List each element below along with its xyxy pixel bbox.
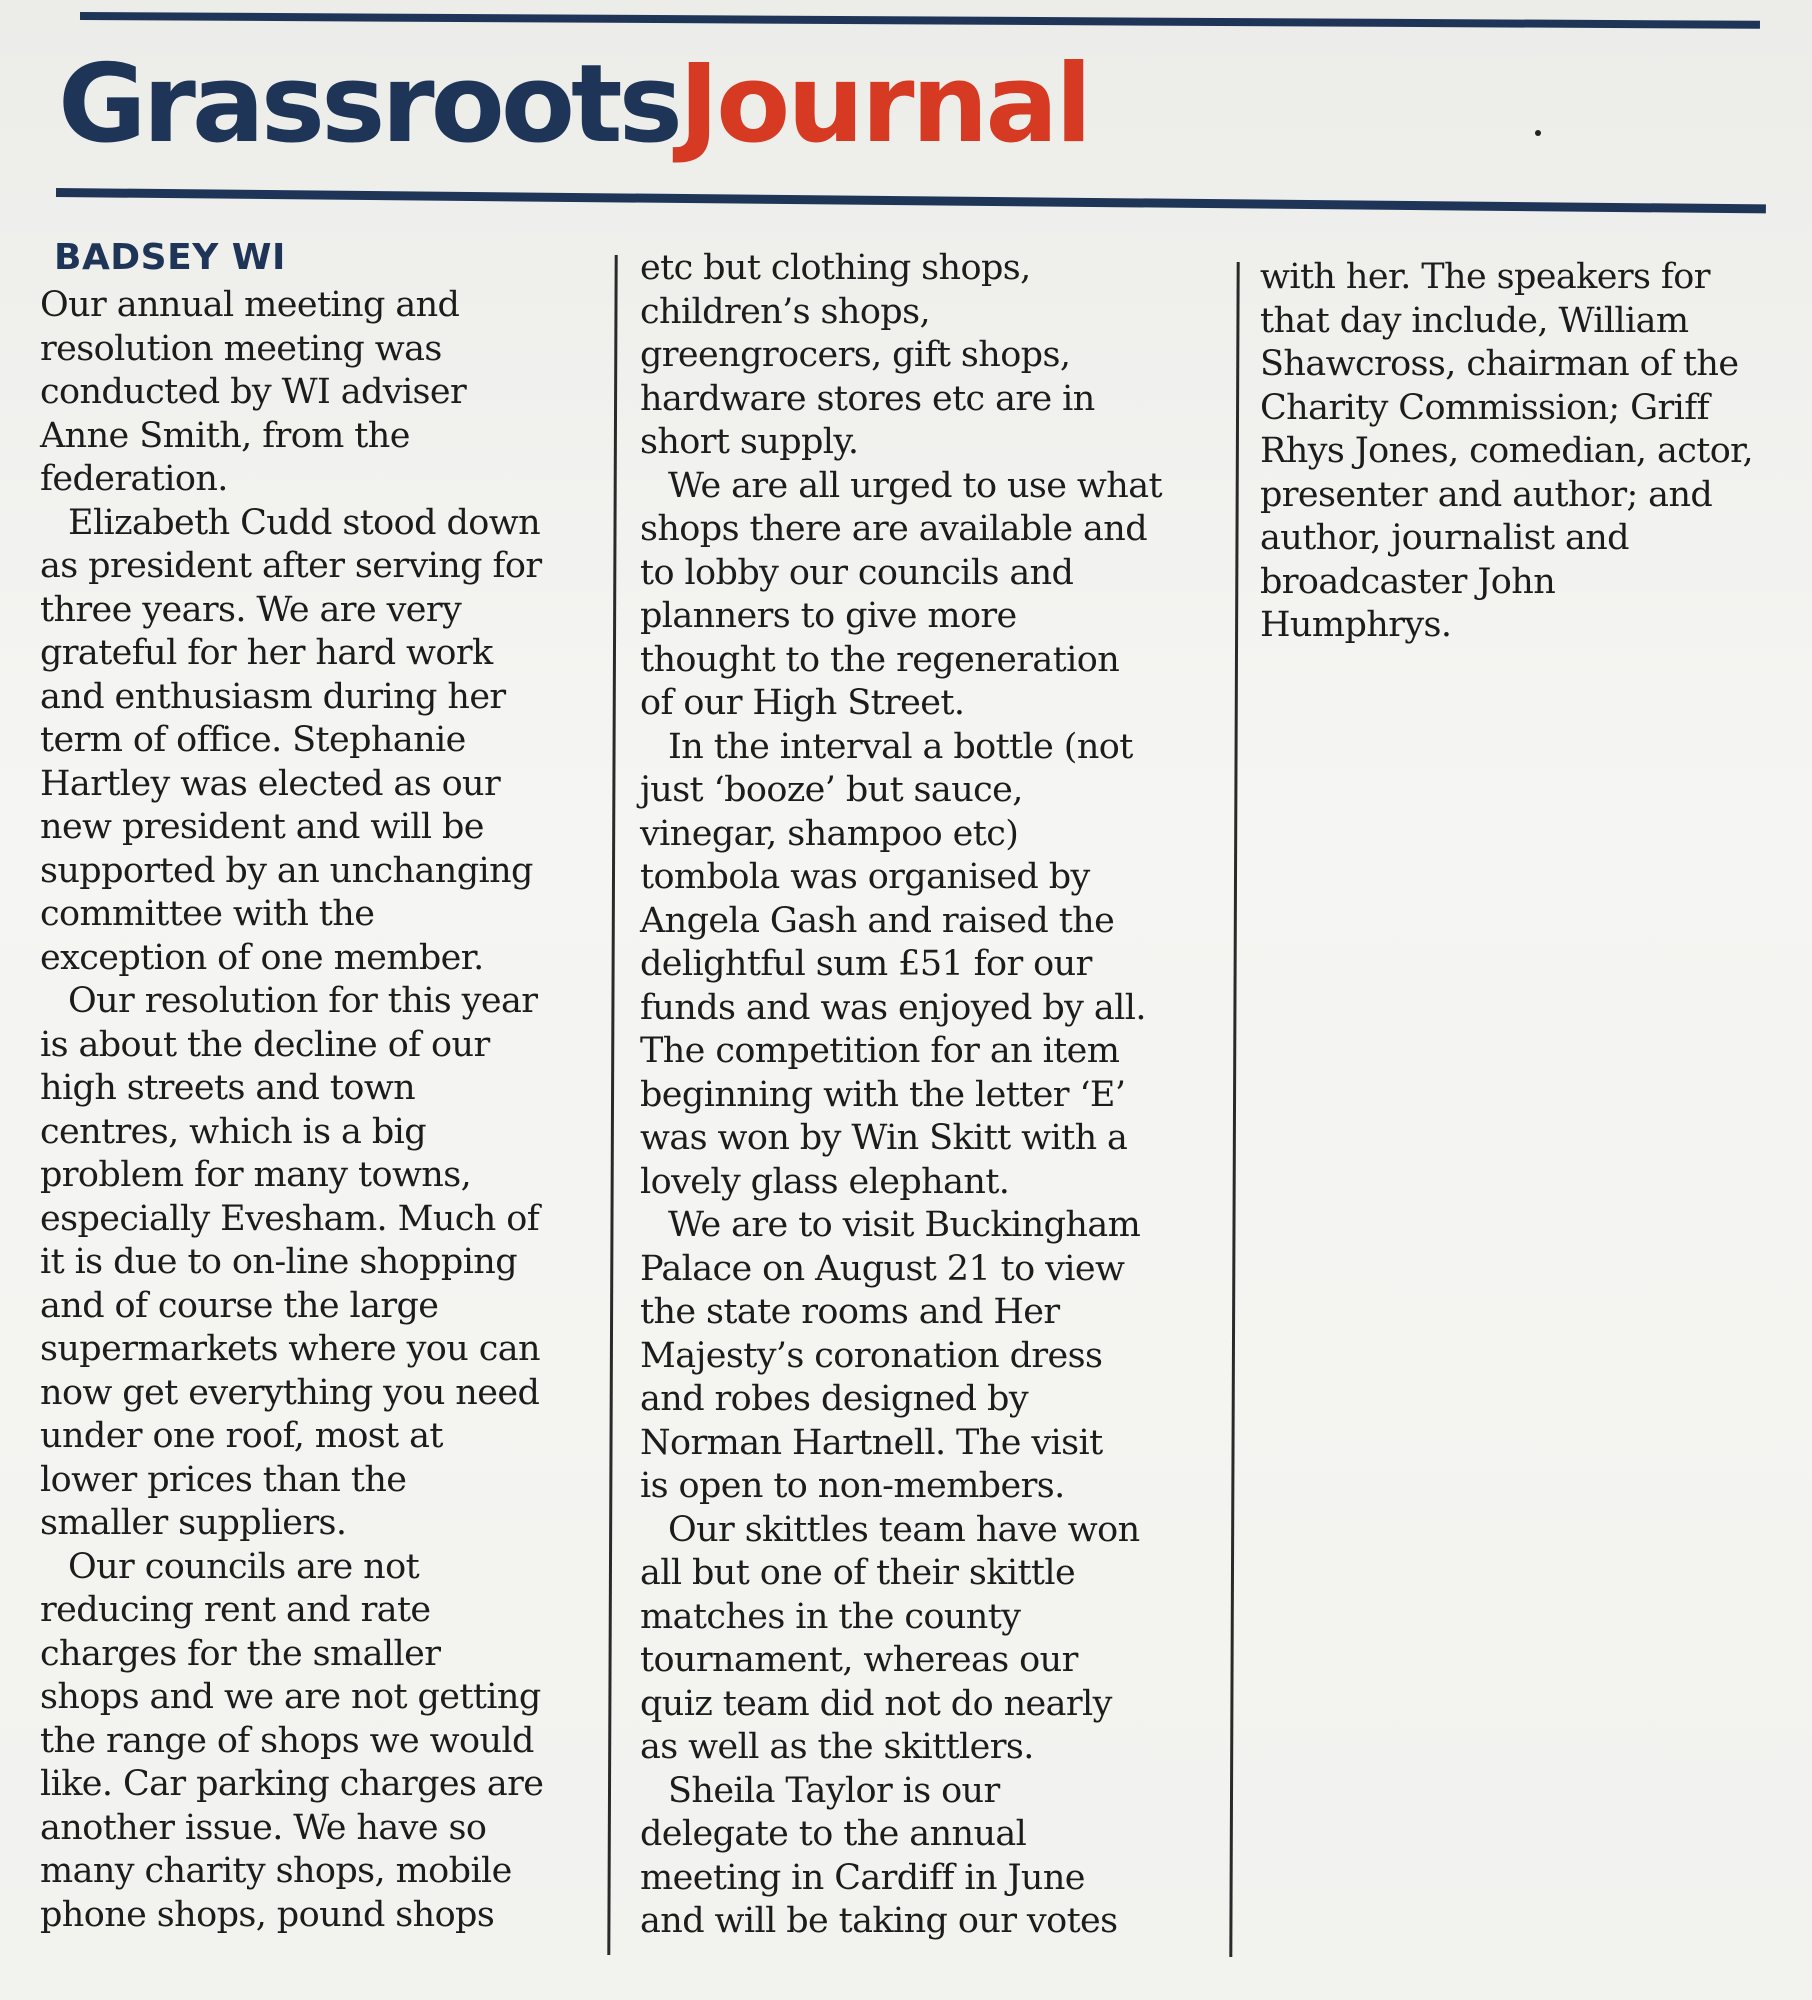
- article-text-line: Rhys Jones, comedian, actor,: [1260, 431, 1753, 471]
- article-text-line: the state rooms and Her: [640, 1292, 1060, 1332]
- article-text-line: problem for many towns,: [40, 1155, 472, 1195]
- print-speck: [1535, 130, 1541, 136]
- article-text-line: short supply.: [640, 422, 859, 462]
- article-text-line: matches in the county: [640, 1596, 1021, 1637]
- article-text-line: reducing rent and rate: [40, 1590, 431, 1630]
- article-text-line: exception of one member.: [40, 937, 484, 978]
- article-text-line: and of course the large: [40, 1285, 439, 1326]
- article-text-line: resolution meeting was: [40, 328, 442, 369]
- article-text-line: greengrocers, gift shops,: [640, 335, 1071, 375]
- article-text-line: vinegar, shampoo etc): [640, 813, 1019, 854]
- article-text-line: tournament, whereas our: [640, 1640, 1078, 1680]
- article-text-line: smaller suppliers.: [40, 1503, 347, 1543]
- article-text-line: thought to the regeneration: [640, 639, 1120, 680]
- article-text-line: Hartley was elected as our: [40, 763, 501, 804]
- article-text-line: charges for the smaller: [40, 1633, 441, 1674]
- article-text-line: federation.: [40, 459, 228, 499]
- top-rule: [80, 12, 1760, 29]
- article-text-line: Our skittles team have won: [668, 1509, 1140, 1550]
- article-text-line: supermarkets where you can: [40, 1329, 540, 1369]
- article-text-line: Elizabeth Cudd stood down: [68, 502, 541, 543]
- masthead-journal: Journal: [678, 42, 1090, 167]
- article-text-line: We are all urged to use what: [668, 465, 1162, 506]
- article-kicker: BADSEY WI: [54, 237, 286, 278]
- masthead: [58, 30, 1089, 180]
- article-text-line: as well as the skittlers.: [640, 1727, 1034, 1767]
- article-text-line: it is due to on-line shopping: [40, 1242, 518, 1282]
- article-text-line: and robes designed by: [640, 1379, 1028, 1419]
- article-text-line: Our councils are not: [68, 1546, 420, 1587]
- article-text-line: shops and we are not getting: [40, 1677, 541, 1717]
- article-text-line: etc but clothing shops,: [640, 248, 1031, 288]
- article-text-line: delightful sum £51 for our: [640, 944, 1092, 984]
- article-text-line: to lobby our councils and: [640, 552, 1074, 593]
- article-text-line: Anne Smith, from the: [40, 415, 410, 456]
- article-text-line: many charity shops, mobile: [40, 1851, 512, 1891]
- article-column-3: [1260, 256, 1800, 648]
- article-column-1: [40, 236, 600, 1937]
- article-text-line: hardware stores etc are in: [640, 378, 1095, 419]
- article-text-line: Our annual meeting and: [40, 285, 460, 325]
- article-text-line: Humphrys.: [1260, 605, 1452, 645]
- article-text-line: children’s shops,: [640, 291, 931, 332]
- article-column-2: [640, 247, 1215, 1944]
- article-text-line: three years. We are very: [40, 589, 462, 630]
- article-text-line: Our resolution for this year: [68, 981, 538, 1021]
- article-text-line: In the interval a bottle (not: [668, 726, 1133, 767]
- article-text-line: as president after serving for: [40, 546, 542, 586]
- article-text-line: is about the decline of our: [40, 1024, 490, 1065]
- article-text-line: The competition for an item: [640, 1031, 1120, 1071]
- article-text-line: Shawcross, chairman of the: [1260, 344, 1739, 384]
- article-text-line: especially Evesham. Much of: [40, 1198, 540, 1239]
- article-text-line: lovely glass elephant.: [640, 1161, 1010, 1202]
- article-text-line: another issue. We have so: [40, 1807, 487, 1848]
- article-text-line: was won by Win Skitt with a: [640, 1118, 1128, 1158]
- article-text-line: centres, which is a big: [40, 1111, 427, 1152]
- article-text-line: new president and will be: [40, 807, 484, 847]
- masthead-rule: [56, 188, 1766, 213]
- article-text-line: with her. The speakers for: [1260, 257, 1710, 297]
- article-text-line: under one roof, most at: [40, 1416, 443, 1456]
- article-text-line: like. Car parking charges are: [40, 1764, 544, 1804]
- article-text-line: planners to give more: [640, 596, 1017, 636]
- article-text-line: tombola was organised by: [640, 857, 1090, 897]
- article-text-line: presenter and author; and: [1260, 474, 1713, 515]
- article-text-line: Angela Gash and raised the: [640, 900, 1115, 941]
- masthead-grassroots: Grassroots: [58, 42, 679, 167]
- article-text-line: that day include, William: [1260, 300, 1689, 341]
- column-divider-1: [607, 255, 617, 1955]
- article-text-line: lower prices than the: [40, 1459, 407, 1500]
- article-text-line: grateful for her hard work: [40, 633, 493, 673]
- article-text-line: Sheila Taylor is our: [668, 1770, 1000, 1811]
- article-text-line: We are to visit Buckingham: [668, 1205, 1141, 1245]
- article-text-line: conducted by WI adviser: [40, 372, 467, 412]
- article-text-line: is open to non-members.: [640, 1466, 1065, 1506]
- article-text-line: and enthusiasm during her: [40, 676, 506, 717]
- article-text-line: just ‘booze’ but sauce,: [640, 770, 1023, 810]
- article-text-line: broadcaster John: [1260, 561, 1556, 602]
- article-text-line: quiz team did not do nearly: [640, 1683, 1112, 1724]
- article-text-line: beginning with the letter ‘E’: [640, 1074, 1126, 1115]
- article-text-line: Norman Hartnell. The visit: [640, 1422, 1103, 1463]
- article-text-line: shops there are available and: [640, 509, 1148, 549]
- article-text-line: Palace on August 21 to view: [640, 1248, 1125, 1289]
- article-text-line: committee with the: [40, 894, 375, 934]
- article-text-line: delegate to the annual: [640, 1814, 1027, 1854]
- article-text-line: funds and was enjoyed by all.: [640, 987, 1146, 1028]
- article-text-line: term of office. Stephanie: [40, 720, 466, 760]
- article-text-line: Majesty’s coronation dress: [640, 1335, 1103, 1376]
- article-text-line: Charity Commission; Griff: [1260, 387, 1709, 428]
- article-text-line: now get everything you need: [40, 1372, 540, 1413]
- article-text-line: all but one of their skittle: [640, 1553, 1076, 1593]
- article-text-line: and will be taking our votes: [640, 1901, 1118, 1941]
- article-text-line: phone shops, pound shops: [40, 1894, 495, 1935]
- article-text-line: author, journalist and: [1260, 518, 1629, 558]
- article-text-line: of our High Street.: [640, 683, 965, 723]
- article-text-line: supported by an unchanging: [40, 850, 533, 891]
- column-divider-2: [1229, 262, 1239, 1957]
- article-text-line: the range of shops we would: [40, 1720, 534, 1761]
- article-text-line: high streets and town: [40, 1068, 416, 1108]
- article-text-line: meeting in Cardiff in June: [640, 1857, 1085, 1898]
